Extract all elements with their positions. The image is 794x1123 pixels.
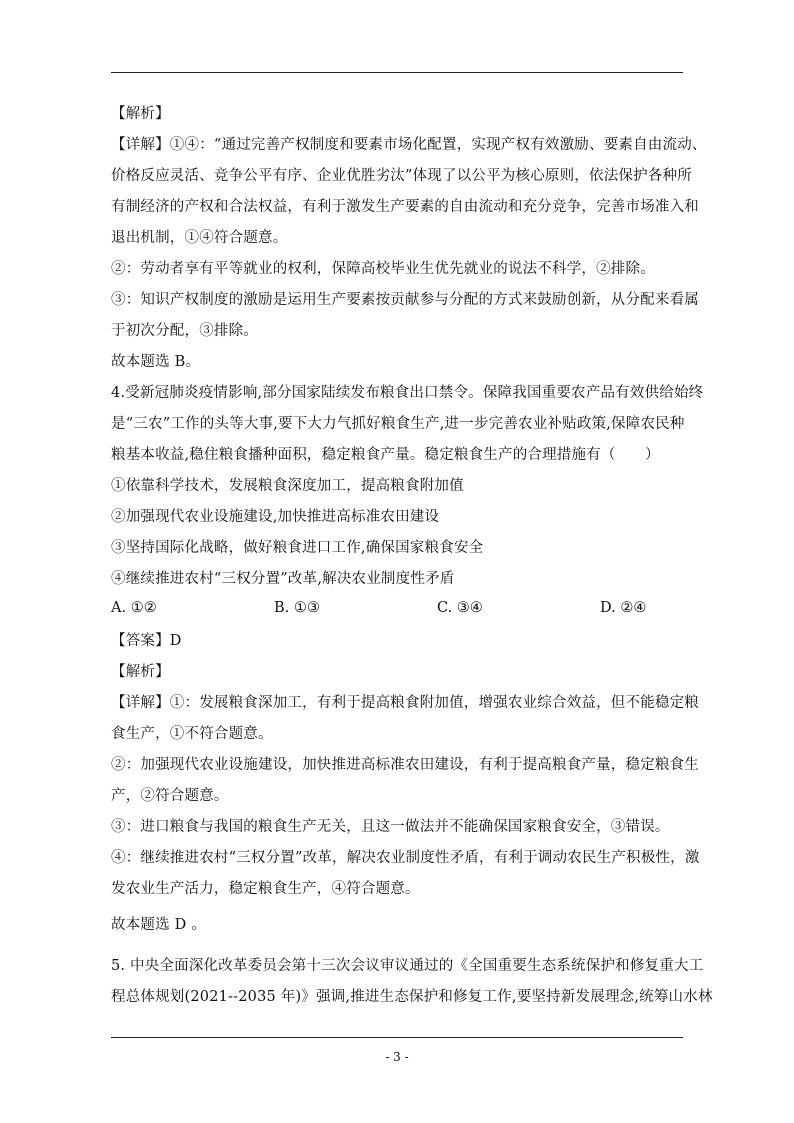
footer-rule [111,1037,683,1038]
analysis-text-line: 发农业生产活力，稳定粮食生产，④符合题意。 [111,881,420,897]
question-stem-line: 程总体规划(2021--2035 年)》强调,推进生态保护和修复工作,要坚持新发展理念,统筹山水林 [111,989,713,1005]
analysis-text-line: ②：加强现代农业设施建设，加快推进高标准农田建设，有利于提高粮食产量，稳定粮食生 [111,757,699,773]
statement-item: ④继续推进农村“三权分置”改革,解决农业制度性矛盾 [111,571,455,587]
question-stem-line: 是“三农”工作的头等大事,要下大力气抓好粮食生产,进一步完善农业补贴政策,保障农民种 [111,416,685,432]
option-b: B. ①③ [274,600,320,616]
statement-item: ②加强现代农业设施建设,加快推进高标准农田建设 [111,509,440,525]
statement-item: ①依靠科学技术，发展粮食深度加工，提高粮食附加值 [111,478,464,494]
analysis-label: 【解析】 [111,664,170,680]
analysis-text-line: 有制经济的产权和合法权益，有利于激发生产要素的自由流动和充分竞争，完善市场准入和 [111,199,699,215]
conclusion-line: 故本题选 B。 [111,354,201,370]
option-c: C. ③④ [437,600,483,616]
answer-line: 【答案】D [111,633,182,649]
page-number: - 3 - [385,1050,409,1064]
analysis-text-line: ④：继续推进农村“三权分置”改革，解决农业制度性矛盾，有利于调动农民生产积极性，激 [111,850,700,866]
analysis-text-line: ③：知识产权制度的激励是运用生产要素按贡献参与分配的方式来鼓励创新，从分配来看属 [111,292,699,308]
question-stem-line: 粮基本收益,稳住粮食播种面积，稳定粮食产量。稳定粮食生产的合理措施有（ ） [111,447,660,463]
option-a: A. ①② [111,600,157,616]
question-stem-line: 5. 中央全面深化改革委员会第十三次会议审议通过的《全国重要生态系统保护和修复重大工 [111,958,704,974]
analysis-text-line: 【详解】①：发展粮食深加工，有利于提高粮食附加值，增强农业综合效益，但不能稳定粮 [111,695,699,711]
analysis-text-line: ③：进口粮食与我国的粮食生产无关，且这一做法并不能确保国家粮食安全，③错误。 [111,819,670,835]
header-rule [111,72,683,73]
analysis-text-line: 退出机制，①④符合题意。 [111,230,288,246]
option-d: D. ②④ [600,600,647,616]
question-stem-line: 4.受新冠肺炎疫情影响,部分国家陆续发布粮食出口禁令。保障我国重要农产品有效供给始终 [111,385,704,401]
statement-item: ③坚持国际化战略，做好粮食进口工作,确保国家粮食安全 [111,540,484,556]
analysis-text-line: 产，②符合题意。 [111,788,229,804]
answer-options [111,600,683,620]
analysis-text-line: 食生产，①不符合题意。 [111,726,273,742]
analysis-text-line: 价格反应灵活、竞争公平有序、企业优胜劣汰”体现了以公平为核心原则，依法保护各种所 [111,168,692,184]
analysis-text-line: 【详解】①④：“通过完善产权制度和要素市场化配置，实现产权有效激励、要素自由流动、 [111,137,707,153]
conclusion-line: 故本题选 D 。 [111,917,206,933]
analysis-text-line: ②：劳动者享有平等就业的权利，保障高校毕业生优先就业的说法不科学，②排除。 [111,261,655,277]
analysis-label: 【解析】 [111,106,170,122]
analysis-text-line: 于初次分配，③排除。 [111,323,258,339]
